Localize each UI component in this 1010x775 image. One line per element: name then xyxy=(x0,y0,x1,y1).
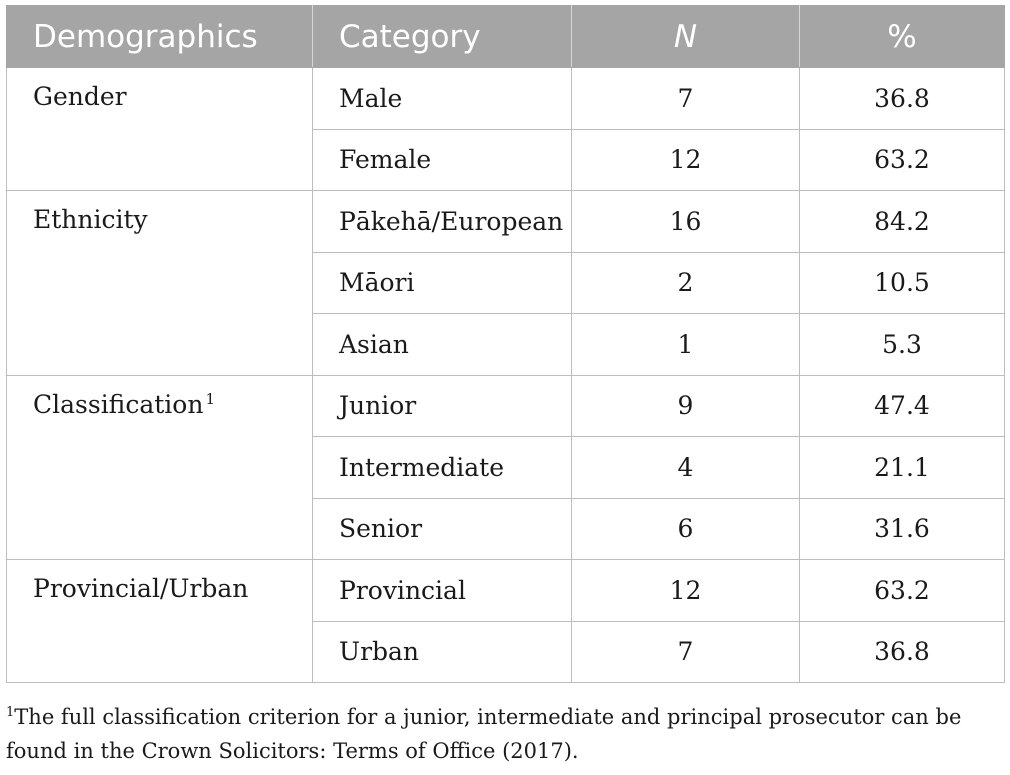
cell-n: 7 xyxy=(572,68,800,130)
table-row xyxy=(7,68,1005,130)
cell-percent: 63.2 xyxy=(800,129,1005,191)
cell-percent: 5.3 xyxy=(800,314,1005,376)
footnote-text: The full classification criterion for a junior, intermediate and principal prosecutor can be found in the Crown Solicitors: Terms of Office (2017). xyxy=(6,705,962,763)
demographics-table xyxy=(6,5,1005,683)
cell-percent: 84.2 xyxy=(800,191,1005,253)
cell-n: 9 xyxy=(572,375,800,437)
cell-category: Asian xyxy=(313,314,572,376)
cell-percent: 21.1 xyxy=(800,437,1005,499)
footnote-marker: 1 xyxy=(205,389,216,408)
cell-category: Senior xyxy=(313,498,572,560)
header-n xyxy=(572,6,800,68)
cell-percent: 10.5 xyxy=(800,252,1005,314)
cell-category: Pākehā/European xyxy=(313,191,572,253)
cell-percent: 63.2 xyxy=(800,560,1005,622)
cell-n: 12 xyxy=(572,129,800,191)
cell-n: 2 xyxy=(572,252,800,314)
header-category: Category xyxy=(313,6,572,68)
cell-n: 7 xyxy=(572,621,800,683)
group-label-gender: Gender xyxy=(7,68,313,191)
header-demographics: Demographics xyxy=(7,6,313,68)
cell-percent: 36.8 xyxy=(800,621,1005,683)
cell-percent: 31.6 xyxy=(800,498,1005,560)
cell-category: Urban xyxy=(313,621,572,683)
cell-category: Intermediate xyxy=(313,437,572,499)
group-label-ethnicity: Ethnicity xyxy=(7,191,313,376)
cell-percent: 47.4 xyxy=(800,375,1005,437)
cell-category: Male xyxy=(313,68,572,130)
cell-n: 4 xyxy=(572,437,800,499)
cell-n: 12 xyxy=(572,560,800,622)
group-label-classification xyxy=(7,375,313,560)
cell-n: 6 xyxy=(572,498,800,560)
cell-category: Māori xyxy=(313,252,572,314)
header-n-label: N xyxy=(673,18,698,55)
table-row xyxy=(7,191,1005,253)
cell-category: Provincial xyxy=(313,560,572,622)
cell-n: 16 xyxy=(572,191,800,253)
table-row xyxy=(7,375,1005,437)
table-footnote xyxy=(6,700,1004,768)
header-row xyxy=(7,6,1005,68)
group-label-provincial-urban: Provincial/Urban xyxy=(7,560,313,683)
cell-category: Junior xyxy=(313,375,572,437)
group-label-classification-text: Classification xyxy=(33,389,204,419)
cell-n: 1 xyxy=(572,314,800,376)
cell-category: Female xyxy=(313,129,572,191)
cell-percent: 36.8 xyxy=(800,68,1005,130)
table-row xyxy=(7,560,1005,622)
footnote-mark: 1 xyxy=(6,705,15,720)
header-percent: % xyxy=(800,6,1005,68)
